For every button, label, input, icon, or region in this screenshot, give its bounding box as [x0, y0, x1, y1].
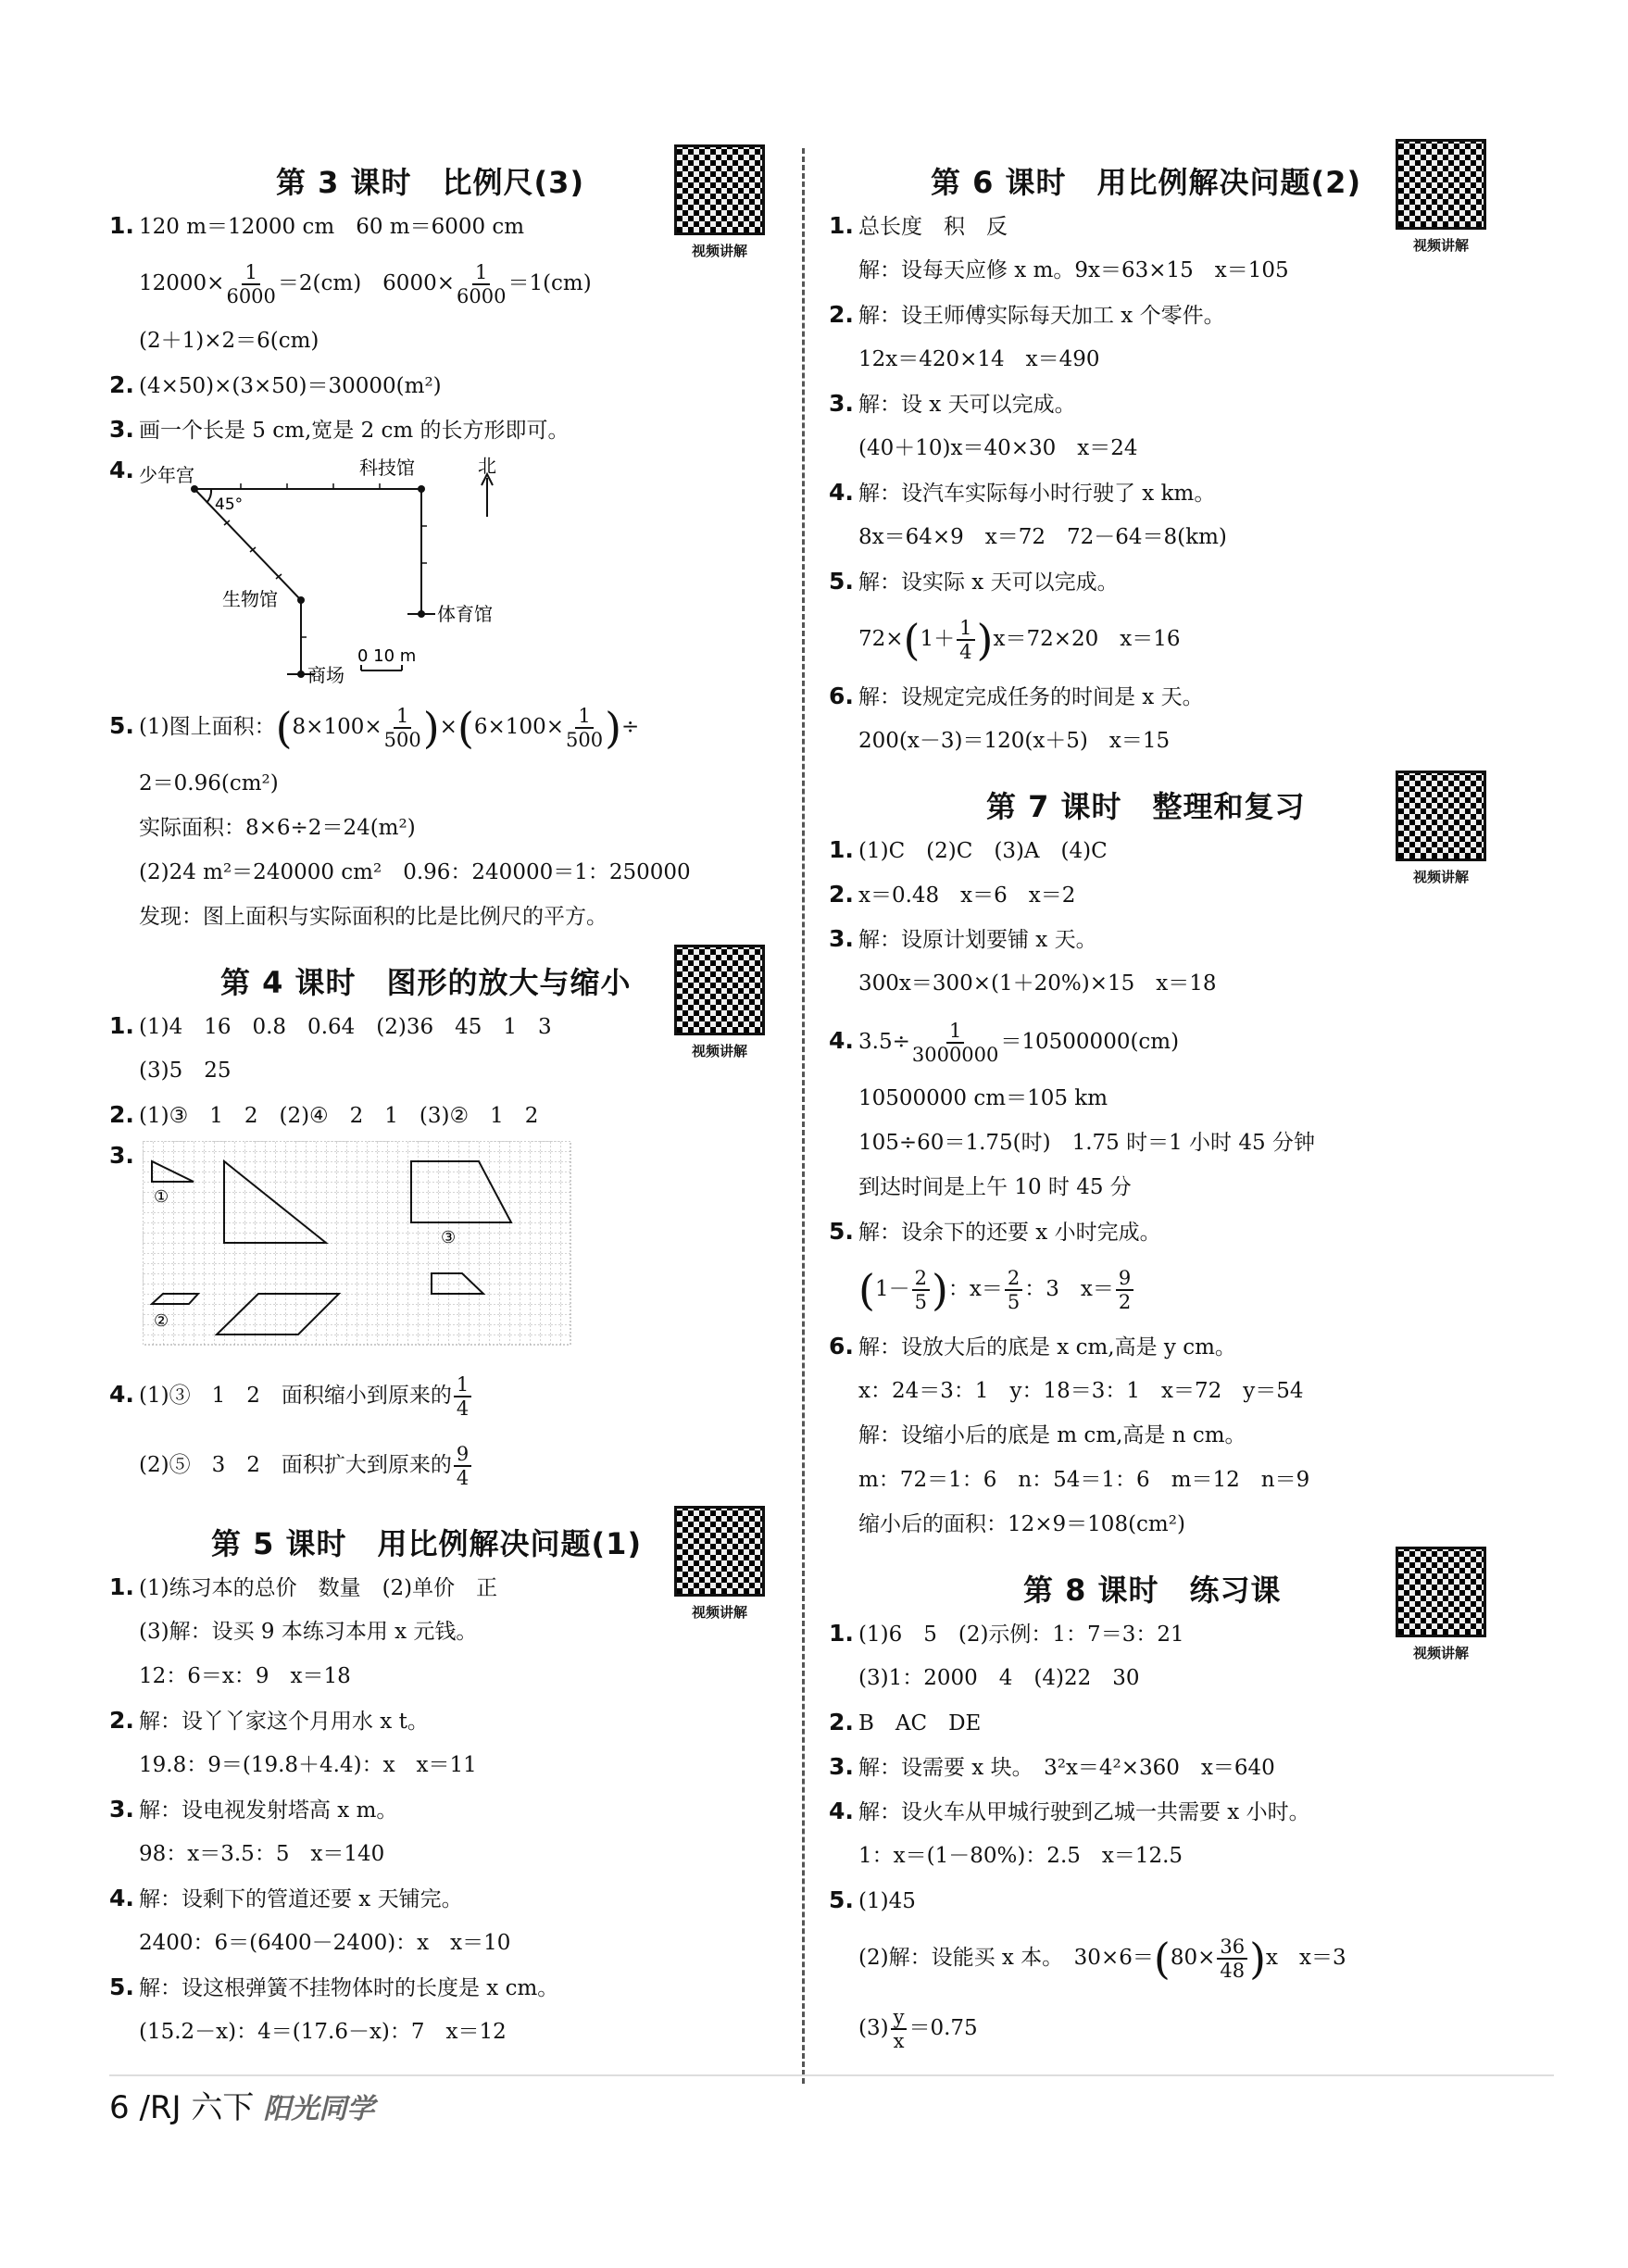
answer-line — [109, 1743, 776, 1787]
item-number: 6. — [829, 683, 854, 709]
label-start: 少年宫 — [139, 464, 194, 486]
footer-rule — [109, 2074, 1554, 2076]
fraction — [457, 261, 506, 307]
answer-text: 解：设 x 天可以完成。 — [858, 393, 1076, 417]
qr-code[interactable] — [1396, 1547, 1486, 1662]
item-number: 4. — [829, 1027, 854, 1054]
answer-text: 12：6＝x：9 x＝18 — [139, 1664, 351, 1688]
item-number: 5. — [829, 1886, 854, 1913]
answer-text: 解：设放大后的底是 x cm,高是 y cm。 — [858, 1335, 1236, 1360]
fraction — [1005, 1267, 1022, 1313]
item-number: 5. — [829, 568, 854, 595]
numerator: y — [891, 2006, 908, 2030]
answer-line — [829, 337, 1496, 382]
answer-line — [109, 1430, 776, 1500]
answer-text: 总长度 积 反 — [858, 215, 1008, 239]
answer-text: 解：设需要 x 块。 3²x＝4²×360 x＝640 — [858, 1756, 1275, 1780]
fraction — [912, 1267, 930, 1313]
qr-code[interactable] — [1396, 771, 1486, 886]
item-number: 2. — [109, 1707, 134, 1734]
answer-text: 解：设火车从甲城行驶到乙城一共需要 x 小时。 — [858, 1800, 1310, 1824]
qr-caption: 视频讲解 — [1412, 1645, 1469, 1661]
answer-text: 105÷60＝1.75(时) 1.75 时＝1 小时 45 分钟 — [858, 1131, 1315, 1155]
answer-text: ＝2(cm) 6000× — [277, 271, 455, 295]
fraction — [454, 1443, 471, 1489]
answer-text: x：24＝3：1 y：18＝3：1 x＝72 y＝54 — [858, 1379, 1304, 1403]
answer-line — [109, 1698, 776, 1743]
answer-text: (40＋10)x＝40×30 x＝24 — [858, 436, 1138, 460]
item-number: 4. — [829, 479, 854, 506]
qr-caption: 视频讲解 — [1412, 237, 1469, 254]
item-number: 3. — [829, 390, 854, 417]
item-number: 1. — [829, 836, 854, 863]
numerator: 1 — [242, 261, 259, 285]
denominator: 2 — [1118, 1291, 1132, 1313]
denominator: 4 — [959, 641, 972, 663]
item-number: 4. — [109, 1381, 134, 1408]
answer-text: (1)4 16 0.8 0.64 (2)36 45 1 3 — [139, 1015, 552, 1039]
brand-logo: 阳光同学 — [263, 2093, 375, 2125]
item-number: 5. — [109, 712, 134, 739]
item-number: 2. — [829, 881, 854, 908]
answer-line — [829, 1834, 1496, 1878]
item-number: 4. — [829, 1798, 854, 1824]
answer-line — [109, 1965, 776, 2010]
answer-text: 10500000 cm＝105 km — [858, 1086, 1108, 1110]
page-footer — [109, 2082, 374, 2127]
answer-text: 80× — [1170, 1946, 1216, 1970]
answer-line: 5. (1)图上面积：(8×100× $\frac{1}{500}$ )×(6×100× $\frac{1}{500}$ )÷ — [109, 691, 776, 761]
fraction — [891, 2006, 908, 2052]
answer-line — [829, 1789, 1496, 1834]
denominator: 500 — [565, 729, 604, 751]
qr-code-icon — [674, 1506, 765, 1597]
answer-line — [829, 382, 1496, 426]
qr-caption: 视频讲解 — [1412, 869, 1469, 885]
item-number: 1. — [829, 212, 854, 239]
right-column — [829, 139, 1496, 2063]
section-heading: 第 5 课时 用比例解决问题(1) — [211, 1526, 643, 1561]
answer-text: 解：设电视发射塔高 x m。 — [139, 1798, 398, 1823]
qr-caption: 视频讲解 — [691, 243, 747, 259]
answer-line — [829, 293, 1496, 337]
answer-line — [829, 1324, 1496, 1369]
route-path-south — [194, 489, 301, 674]
column-divider — [802, 148, 805, 2084]
fraction — [384, 705, 421, 751]
item-number: 4. — [109, 1885, 134, 1911]
answer-text: 98：x＝3.5：5 x＝140 — [139, 1842, 385, 1866]
answer-text: x＝0.48 x＝6 x＝2 — [858, 883, 1076, 908]
answer-line — [829, 1700, 1496, 1745]
answer-line — [109, 2010, 776, 2054]
answer-text: 画一个长是 5 cm,宽是 2 cm 的长方形即可。 — [139, 419, 570, 443]
answer-text: ＝0.75 — [908, 2016, 978, 2040]
answer-line — [109, 850, 776, 895]
answer-line — [829, 1458, 1496, 1502]
item-number: 5. — [829, 1218, 854, 1245]
answer-line — [109, 1654, 776, 1698]
answer-line — [829, 1878, 1496, 1923]
answer-text: 发现：图上面积与实际面积的比是比例尺的平方。 — [139, 905, 607, 929]
answer-text: 解：设规定完成任务的时间是 x 天。 — [858, 685, 1204, 709]
answer-text: m：72＝1：6 n：54＝1：6 m＝12 n＝9 — [858, 1468, 1310, 1492]
numerator: 9 — [1116, 1267, 1133, 1291]
answer-text: (1)C (2)C (3)A (4)C — [858, 839, 1108, 863]
answer-text: 2400：6＝(6400－2400)：x x＝10 — [139, 1931, 511, 1955]
answer-line: (2)解：设能买 x 本。 30×6＝(80× $\frac{36}{48}$ )x x＝3 — [858, 1934, 1346, 1984]
answer-line — [109, 319, 776, 363]
map-diagram — [109, 452, 776, 691]
answer-text: ＝1(cm) — [507, 271, 592, 295]
answer-text: 缩小后的面积：12×9＝108(cm²) — [858, 1512, 1185, 1536]
label-shape-1: ① — [154, 1187, 169, 1207]
shape-grid — [109, 1137, 776, 1360]
answer-line — [829, 674, 1496, 719]
qr-code-icon — [674, 144, 765, 235]
answer-text: 120 m＝12000 cm 60 m＝6000 cm — [139, 215, 525, 239]
answer-line — [829, 1413, 1496, 1458]
answer-text: x＝72×20 x＝16 — [993, 627, 1181, 651]
answer-text: 19.8：9＝(19.8＋4.4)：x x＝11 — [139, 1753, 477, 1777]
numerator: 1 — [394, 705, 411, 729]
fraction — [1217, 1936, 1247, 1982]
answer-line — [829, 1209, 1496, 1254]
answer-text: 8x＝64×9 x＝72 72－64＝8(km) — [858, 525, 1227, 549]
answer-line — [109, 1832, 776, 1876]
answer-text: 1：x＝(1－80%)：2.5 x＝12.5 — [858, 1844, 1183, 1868]
answer-text: 8×100× — [292, 715, 382, 739]
denominator: 6000 — [226, 285, 276, 307]
item-number: 3. — [109, 416, 134, 443]
answer-text: 解：设余下的还要 x 小时完成。 — [858, 1221, 1161, 1245]
answer-text: ：3 x＝ — [1024, 1277, 1114, 1301]
label-scale: 0 10 m — [357, 646, 417, 666]
qr-caption: 视频讲解 — [691, 1043, 747, 1059]
item-number: 4. — [109, 457, 134, 483]
answer-text: (1)③ 1 2 面积缩小到原来的 — [139, 1384, 452, 1408]
answer-line: (1－ $\frac{2}{5}$ )：x＝ $\frac{2}{5}$ ：3 x＝ $\frac{9}{2}$ — [829, 1254, 1496, 1324]
numerator: 1 — [575, 705, 593, 729]
answer-text: ÷ — [621, 715, 640, 739]
item-number: 1. — [829, 1620, 854, 1647]
fraction — [912, 1020, 999, 1066]
item-number: 3. — [109, 1142, 134, 1169]
page-label: 6 /RJ 六下 — [109, 2089, 255, 2126]
answer-line — [829, 1165, 1496, 1209]
fraction — [1116, 1267, 1133, 1313]
numerator: 2 — [912, 1267, 930, 1291]
item-number: 3. — [109, 1796, 134, 1823]
answer-text: (3)1：2000 4 (4)22 30 — [858, 1666, 1140, 1690]
item-number: 2. — [829, 1709, 854, 1735]
answer-line: 72×(1＋ $\frac{1}{4}$ )x＝72×20 x＝16 — [858, 615, 1181, 665]
qr-code[interactable] — [674, 1506, 765, 1622]
qr-code[interactable] — [674, 945, 765, 1060]
answer-text: (1)45 — [858, 1889, 916, 1913]
answer-text: 实际面积：8×6÷2＝24(m²) — [139, 816, 416, 840]
answer-text: (1)③ 1 2 (2)④ 2 1 (3)② 1 2 — [139, 1104, 539, 1128]
item-number: 1. — [109, 1573, 134, 1600]
answer-text: (2)解：设能买 x 本。 30×6＝ — [858, 1946, 1154, 1970]
answer-text: 72× — [858, 627, 904, 651]
answer-line — [109, 363, 776, 407]
answer-text: 2＝0.96(cm²) — [139, 771, 279, 796]
qr-code-icon — [1396, 139, 1486, 230]
denominator: 3000000 — [911, 1044, 999, 1066]
label-mall: 商场 — [307, 664, 344, 686]
label-north: 北 — [478, 455, 496, 477]
item-number: 1. — [109, 212, 134, 239]
answer-line — [829, 515, 1496, 559]
answer-text: 解：设丫丫家这个月用水 x t。 — [139, 1710, 429, 1734]
answer-text: (2)⑤ 3 2 面积扩大到原来的 — [139, 1453, 452, 1477]
denominator: 4 — [456, 1397, 470, 1420]
qr-caption: 视频讲解 — [691, 1604, 747, 1621]
label-bio: 生物馆 — [222, 588, 278, 610]
label-tech: 科技馆 — [359, 457, 415, 479]
label-shape-2: ② — [154, 1311, 169, 1331]
answer-text: (3) — [858, 2016, 889, 2040]
label-shape-3: ③ — [441, 1228, 457, 1247]
fraction — [226, 261, 275, 307]
answer-text: 解：设每天应修 x m。9x＝63×15 x＝105 — [858, 258, 1289, 282]
answer-text: ＝10500000(cm) — [1000, 1030, 1180, 1054]
answer-text: 12000× — [139, 271, 225, 295]
section-heading: 第 8 课时 练习课 — [1023, 1573, 1282, 1608]
answer-line — [829, 961, 1496, 1006]
qr-code-icon — [1396, 1547, 1486, 1637]
fraction — [957, 617, 974, 663]
answer-text: 6×100× — [473, 715, 564, 739]
fraction — [566, 705, 603, 751]
section-heading: 第 4 课时 图形的放大与缩小 — [220, 965, 632, 1000]
answer-text: 解：设汽车实际每小时行驶了 x km。 — [858, 482, 1216, 506]
answer-line — [829, 917, 1496, 961]
answer-text: (3)5 25 — [139, 1059, 232, 1083]
answer-text: 3.5÷ — [858, 1030, 910, 1054]
answer-text: x x＝3 — [1266, 1946, 1346, 1970]
answer-line — [109, 1921, 776, 1965]
answer-text: 200(x－3)＝120(x＋5) x＝15 — [858, 729, 1171, 753]
section-heading: 第 3 课时 比例尺(3) — [276, 165, 585, 200]
answer-line — [109, 806, 776, 850]
fraction — [454, 1373, 471, 1420]
answer-line — [109, 1787, 776, 1832]
answer-line — [829, 1656, 1496, 1700]
answer-line — [829, 1369, 1496, 1413]
answer-text: (3)解：设买 9 本练习本用 x 元钱。 — [139, 1620, 478, 1644]
answer-text: (4×50)×(3×50)＝30000(m²) — [139, 374, 442, 398]
grid-figure — [143, 1141, 578, 1354]
section-heading: 第 7 课时 整理和复习 — [986, 789, 1306, 824]
answer-text: 解：设实际 x 天可以完成。 — [858, 570, 1119, 595]
section-heading: 第 6 课时 用比例解决问题(2) — [931, 165, 1362, 200]
answer-line — [109, 1360, 776, 1430]
answer-text: 300x＝300×(1＋20%)×15 x＝18 — [858, 971, 1217, 996]
item-number: 2. — [829, 301, 854, 328]
route-map — [139, 452, 565, 691]
answer-line — [829, 1993, 1496, 2063]
item-number: 6. — [829, 1333, 854, 1360]
qr-code-icon — [1396, 771, 1486, 861]
denominator: 6000 — [456, 285, 507, 307]
answer-text: 解：设这根弹簧不挂物体时的长度是 x cm。 — [139, 1976, 559, 2000]
denominator: 4 — [456, 1467, 470, 1489]
answer-line — [829, 1745, 1496, 1789]
answer-line — [829, 559, 1496, 604]
qr-code[interactable] — [674, 144, 765, 260]
answer-text: 解：设原计划要铺 x 天。 — [858, 928, 1097, 952]
answer-text: (1)练习本的总价 数量 (2)单价 正 — [139, 1576, 498, 1600]
answer-line — [109, 407, 776, 452]
answer-line — [109, 1093, 776, 1137]
answer-text: 1＋ — [920, 627, 956, 651]
numerator: 1 — [454, 1373, 471, 1397]
answer-line — [109, 1876, 776, 1921]
answer-line — [109, 895, 776, 939]
answer-text: 解：设剩下的管道还要 x 天铺完。 — [139, 1887, 463, 1911]
answer-text: (2)24 m²＝240000 cm² 0.96：240000＝1：250000 — [139, 860, 691, 884]
answer-text: 12x＝420×14 x＝490 — [858, 347, 1100, 371]
answer-line — [829, 1121, 1496, 1165]
denominator: 48 — [1220, 1960, 1246, 1982]
answer-text: 到达时间是上午 10 时 45 分 — [858, 1175, 1132, 1199]
denominator: 5 — [914, 1291, 927, 1313]
item-number: 5. — [109, 1974, 134, 2000]
answer-line — [829, 426, 1496, 470]
answer-text: (15.2－x)：4＝(17.6－x)：7 x＝12 — [139, 2020, 507, 2044]
answer-line — [829, 1502, 1496, 1547]
answer-text: (1)图上面积： — [139, 715, 276, 739]
answer-line — [829, 470, 1496, 515]
item-number: 2. — [109, 1101, 134, 1128]
item-number: 3. — [829, 1753, 854, 1780]
numerator: 1 — [946, 1020, 964, 1044]
answer-text: 1－ — [874, 1277, 910, 1301]
numerator: 9 — [454, 1443, 471, 1467]
answer-text: ：x＝ — [947, 1277, 1003, 1301]
denominator: x — [893, 2030, 905, 2052]
label-angle: 45° — [215, 495, 244, 514]
label-sports: 体育馆 — [437, 603, 493, 625]
denominator: 500 — [383, 729, 421, 751]
item-number: 2. — [109, 371, 134, 398]
numerator: 1 — [957, 617, 974, 641]
numerator: 1 — [472, 261, 490, 285]
answer-text: (2＋1)×2＝6(cm) — [139, 329, 319, 353]
item-number: 1. — [109, 1012, 134, 1039]
answer-text: 解：设王师傅实际每天加工 x 个零件。 — [858, 304, 1225, 328]
answer-text: B AC DE — [858, 1711, 982, 1735]
answer-line — [829, 1076, 1496, 1121]
numerator: 36 — [1217, 1936, 1247, 1960]
left-column — [109, 139, 776, 2054]
answer-line — [829, 1006, 1496, 1076]
answer-text: (1)6 5 (2)示例：1：7＝3：21 — [858, 1623, 1184, 1647]
denominator: 5 — [1007, 1291, 1021, 1313]
item-number: 3. — [829, 925, 854, 952]
answer-line — [109, 761, 776, 806]
numerator: 2 — [1005, 1267, 1022, 1291]
answer-line — [829, 719, 1496, 763]
qr-code-icon — [674, 945, 765, 1035]
qr-code[interactable] — [1396, 139, 1486, 255]
answer-text: 解：设缩小后的底是 m cm,高是 n cm。 — [858, 1423, 1246, 1447]
answer-line — [829, 248, 1496, 293]
